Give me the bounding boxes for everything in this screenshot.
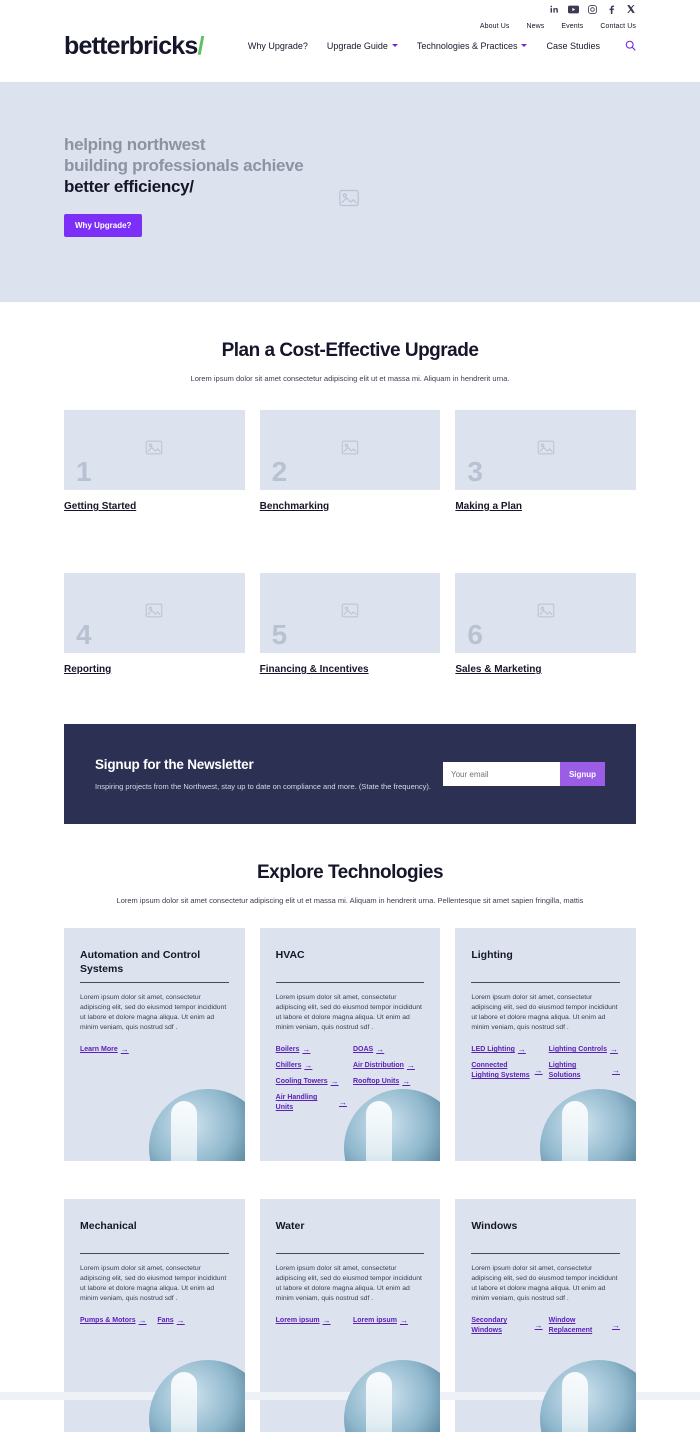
tech-card-title: Windows bbox=[471, 1220, 518, 1232]
linkedin-icon[interactable] bbox=[549, 4, 560, 15]
tech-link-lorem-ipsum-1[interactable] bbox=[276, 1316, 347, 1326]
plan-card-number: 5 bbox=[271, 619, 288, 650]
header-right bbox=[248, 18, 636, 51]
arrow-right-icon: → bbox=[302, 1045, 311, 1054]
tech-card-links bbox=[471, 1316, 620, 1336]
tech-card-copy: Lorem ipsum dolor sit amet, consectetur adipiscing elit, sed do eiusmod tempor incididunt ut labore et dolore magna aliqua. Ut enim ad minim veniam, quis nostrud sdf . bbox=[80, 994, 227, 1031]
newsletter-copy: Inspiring projects from the Northwest, stay up to date on compliance and more. (State the frequency). bbox=[95, 781, 432, 791]
nav-label: Technologies & Practices bbox=[416, 40, 518, 51]
plan-card-1[interactable] bbox=[64, 410, 245, 512]
divider bbox=[276, 982, 425, 983]
technologies-section bbox=[0, 824, 700, 1432]
plan-card-grid-row-1 bbox=[64, 410, 636, 512]
tech-card-title: Mechanical bbox=[80, 1220, 137, 1232]
tech-link-label: Air Handling Units bbox=[275, 1094, 318, 1111]
newsletter-title: Signup for the Newsletter bbox=[95, 756, 254, 772]
tech-link-secondary-windows[interactable] bbox=[471, 1316, 542, 1336]
tech-link-label: Rooftop Units bbox=[352, 1078, 400, 1085]
divider bbox=[471, 982, 620, 983]
plan-card-link-getting-started[interactable]: Getting Started bbox=[64, 501, 137, 512]
arrow-right-icon: → bbox=[609, 1045, 618, 1054]
plan-section-title: Plan a Cost-Effective Upgrade bbox=[221, 340, 479, 361]
nav-item-technologies-practices[interactable] bbox=[417, 41, 528, 51]
newsletter-signup bbox=[64, 724, 636, 824]
arrow-right-icon: → bbox=[120, 1045, 129, 1054]
image-placeholder-icon bbox=[337, 187, 361, 209]
grid-spacer bbox=[64, 1161, 636, 1176]
arrow-right-icon: → bbox=[330, 1077, 339, 1086]
tech-link-cooling-towers[interactable] bbox=[276, 1077, 347, 1087]
tech-card-title: Lighting bbox=[471, 949, 513, 961]
tech-link-chillers[interactable] bbox=[276, 1061, 347, 1071]
nav-label: Why Upgrade? bbox=[247, 40, 308, 51]
tech-card-copy: Lorem ipsum dolor sit amet, consectetur adipiscing elit, sed do eiusmod tempor incididunt ut labore et dolore magna aliqua. Ut enim ad minim veniam, quis nostrud sdf . bbox=[471, 994, 618, 1031]
nav-label: Case Studies bbox=[546, 40, 600, 51]
plan-card-thumb bbox=[260, 410, 441, 490]
nav-item-upgrade-guide[interactable] bbox=[327, 41, 398, 51]
tech-link-air-distribution[interactable] bbox=[353, 1061, 424, 1071]
image-placeholder-icon bbox=[146, 603, 163, 623]
tech-link-label: DOAS bbox=[352, 1046, 374, 1053]
arrow-right-icon: → bbox=[138, 1316, 147, 1325]
plan-card-6[interactable] bbox=[455, 573, 636, 675]
decorative-image bbox=[540, 1360, 636, 1432]
tech-card-title: HVAC bbox=[275, 949, 305, 961]
tech-card-title: Water bbox=[275, 1220, 305, 1232]
tech-card-lighting bbox=[455, 928, 636, 1161]
tech-card-links bbox=[80, 1316, 229, 1326]
tech-link-pumps-motors[interactable] bbox=[80, 1316, 151, 1326]
tech-link-label: Secondary Windows bbox=[471, 1317, 508, 1334]
utility-nav bbox=[480, 23, 636, 30]
plan-card-thumb bbox=[64, 573, 245, 653]
util-nav-contact-us[interactable]: Contact Us bbox=[600, 23, 636, 30]
youtube-icon[interactable] bbox=[568, 4, 579, 15]
tech-link-connected-lighting-systems[interactable] bbox=[471, 1061, 542, 1081]
tech-link-label: Pumps & Motors bbox=[80, 1317, 136, 1324]
email-field[interactable] bbox=[443, 762, 560, 786]
arrow-right-icon: → bbox=[517, 1045, 526, 1054]
plan-card-link-benchmarking[interactable]: Benchmarking bbox=[259, 501, 330, 512]
tech-card-copy: Lorem ipsum dolor sit amet, consectetur adipiscing elit, sed do eiusmod tempor incididunt ut labore et dolore magna aliqua. Ut enim ad minim veniam, quis nostrud sdf . bbox=[471, 1265, 618, 1302]
plan-card-thumb bbox=[64, 410, 245, 490]
plan-card-4[interactable] bbox=[64, 573, 245, 675]
image-placeholder-icon bbox=[341, 440, 358, 460]
plan-card-grid-row-2 bbox=[64, 573, 636, 675]
newsletter-text bbox=[95, 757, 443, 792]
tech-link-label: Lorem ipsum bbox=[352, 1317, 397, 1324]
plan-card-number: 6 bbox=[467, 619, 483, 650]
tech-link-rooftop-units[interactable] bbox=[353, 1077, 424, 1087]
newsletter-signup-button[interactable]: Signup bbox=[560, 762, 605, 786]
tech-card-copy: Lorem ipsum dolor sit amet, consectetur adipiscing elit, sed do eiusmod tempor incididunt ut labore et dolore magna aliqua. Ut enim ad minim veniam, quis nostrud sdf . bbox=[80, 1265, 227, 1302]
x-icon[interactable] bbox=[625, 4, 636, 15]
util-nav-about-us[interactable]: About Us bbox=[479, 23, 510, 30]
tech-link-air-handling-units[interactable] bbox=[276, 1093, 347, 1113]
logo-text: betterbricks bbox=[64, 32, 198, 60]
technologies-grid-row-1 bbox=[64, 928, 636, 1161]
arrow-right-icon: → bbox=[304, 1061, 313, 1070]
hero-line-2: building professionals achieve bbox=[64, 156, 304, 175]
grid-spacer bbox=[64, 512, 636, 546]
decorative-image bbox=[540, 1089, 636, 1161]
tech-link-label: Connected Lighting Systems bbox=[471, 1062, 530, 1079]
tech-link-fans[interactable] bbox=[157, 1316, 228, 1326]
hero-text bbox=[64, 82, 636, 237]
tech-link-label: Lorem ipsum bbox=[275, 1317, 320, 1324]
facebook-icon[interactable] bbox=[606, 4, 617, 15]
plan-section-subtitle: Lorem ipsum dolor sit amet consectetur adipiscing elit ut et massa mi. Aliquam in hendrerit urna. bbox=[190, 374, 510, 383]
tech-link-lighting-controls[interactable] bbox=[549, 1045, 620, 1055]
hero-line-3: better efficiency/ bbox=[64, 177, 194, 196]
decorative-image bbox=[344, 1360, 440, 1432]
image-placeholder-icon bbox=[146, 440, 163, 460]
tech-card-copy: Lorem ipsum dolor sit amet, consectetur adipiscing elit, sed do eiusmod tempor incididunt ut labore et dolore magna aliqua. Ut enim ad minim veniam, quis nostrud sdf . bbox=[275, 994, 422, 1031]
tech-link-lighting-solutions[interactable] bbox=[549, 1061, 620, 1081]
arrow-right-icon: → bbox=[534, 1066, 543, 1075]
plan-card-thumb bbox=[455, 573, 636, 653]
tech-link-doas[interactable] bbox=[353, 1045, 424, 1055]
plan-section bbox=[0, 302, 700, 675]
instagram-icon[interactable] bbox=[587, 4, 598, 15]
tech-link-label: Lighting Solutions bbox=[548, 1062, 581, 1079]
divider bbox=[471, 1253, 620, 1254]
plan-card-link-making-a-plan[interactable]: Making a Plan bbox=[455, 501, 523, 512]
divider bbox=[80, 982, 229, 983]
plan-card-link-financing-incentives[interactable]: Financing & Incentives bbox=[259, 664, 369, 675]
logo-slash: / bbox=[197, 32, 204, 60]
arrow-right-icon: → bbox=[402, 1077, 411, 1086]
tech-link-lorem-ipsum-2[interactable] bbox=[353, 1316, 424, 1326]
decorative-image bbox=[149, 1089, 245, 1161]
decorative-image bbox=[149, 1360, 245, 1432]
site-logo[interactable] bbox=[64, 32, 204, 61]
tech-link-label: Fans bbox=[157, 1317, 174, 1324]
nav-label: Upgrade Guide bbox=[326, 40, 388, 51]
social-bar bbox=[0, 0, 700, 18]
util-nav-events[interactable]: Events bbox=[561, 23, 584, 30]
arrow-right-icon: → bbox=[176, 1316, 185, 1325]
main-nav bbox=[248, 40, 636, 51]
tech-link-label: Cooling Towers bbox=[275, 1078, 328, 1085]
search-icon[interactable] bbox=[625, 40, 636, 51]
divider bbox=[276, 1253, 425, 1254]
arrow-right-icon: → bbox=[612, 1321, 620, 1330]
tech-card-title: Automation and Control Systems bbox=[80, 949, 201, 975]
plan-card-link-sales-marketing[interactable]: Sales & Marketing bbox=[455, 664, 542, 675]
tech-link-boilers[interactable] bbox=[276, 1045, 347, 1055]
arrow-right-icon: → bbox=[406, 1061, 415, 1070]
tech-link-label: Air Distribution bbox=[352, 1062, 404, 1069]
plan-card-thumb bbox=[455, 410, 636, 490]
plan-card-number: 1 bbox=[76, 456, 92, 487]
tech-link-label: Learn More bbox=[80, 1046, 118, 1053]
plan-card-link-reporting[interactable]: Reporting bbox=[64, 664, 112, 675]
arrow-right-icon: → bbox=[338, 1098, 347, 1107]
tech-card-links bbox=[80, 1045, 229, 1055]
arrow-right-icon: → bbox=[399, 1316, 408, 1325]
plan-card-3[interactable] bbox=[455, 410, 636, 512]
technologies-section-title: Explore Technologies bbox=[256, 862, 444, 883]
tech-link-label: Chillers bbox=[275, 1062, 302, 1069]
arrow-right-icon: → bbox=[376, 1045, 385, 1054]
plan-card-number: 4 bbox=[76, 619, 92, 650]
plan-card-number: 3 bbox=[467, 456, 483, 487]
plan-card-thumb bbox=[260, 573, 441, 653]
util-nav-news[interactable]: News bbox=[526, 23, 545, 30]
arrow-right-icon: → bbox=[534, 1321, 543, 1330]
tech-card-links bbox=[471, 1045, 620, 1081]
tech-link-led-lighting[interactable] bbox=[471, 1045, 542, 1055]
tech-card-automation-and-control-systems bbox=[64, 928, 245, 1161]
tech-link-learn-more[interactable] bbox=[80, 1045, 129, 1055]
divider bbox=[80, 1253, 229, 1254]
tech-link-label: Lighting Controls bbox=[548, 1046, 607, 1053]
hero-banner bbox=[0, 82, 700, 302]
tech-card-copy: Lorem ipsum dolor sit amet, consectetur adipiscing elit, sed do eiusmod tempor incididunt ut labore et dolore magna aliqua. Ut enim ad minim veniam, quis nostrud sdf . bbox=[275, 1265, 422, 1302]
technologies-section-subtitle: Lorem ipsum dolor sit amet consectetur adipiscing elit ut et massa mi. Aliquam in hendrerit urna. Pellentesque sit amet sapien fringilla, mattis bbox=[116, 896, 584, 905]
hero-line-1: helping northwest bbox=[64, 135, 206, 154]
tech-card-hvac bbox=[260, 928, 441, 1161]
tech-link-label: LED Lighting bbox=[471, 1046, 515, 1053]
arrow-right-icon: → bbox=[612, 1066, 620, 1075]
newsletter-form bbox=[443, 762, 605, 786]
tech-card-links bbox=[276, 1316, 425, 1326]
chevron-down-icon bbox=[392, 44, 398, 47]
site-header bbox=[0, 18, 700, 82]
tech-link-window-replacement[interactable] bbox=[549, 1316, 620, 1336]
hero-cta-button[interactable]: Why Upgrade? bbox=[64, 214, 142, 237]
tech-link-label: Boilers bbox=[275, 1046, 300, 1053]
arrow-right-icon: → bbox=[322, 1316, 331, 1325]
image-placeholder-icon bbox=[341, 603, 358, 623]
tech-card-links bbox=[276, 1045, 425, 1113]
plan-card-number: 2 bbox=[271, 456, 288, 487]
nav-item-case-studies[interactable] bbox=[546, 41, 600, 51]
plan-card-2[interactable] bbox=[260, 410, 441, 512]
image-placeholder-icon bbox=[537, 440, 554, 460]
image-placeholder-icon bbox=[537, 603, 554, 623]
nav-item-why-upgrade[interactable] bbox=[248, 41, 308, 51]
tech-link-label: Window Replacement bbox=[548, 1317, 593, 1334]
plan-card-5[interactable] bbox=[260, 573, 441, 675]
chevron-down-icon bbox=[521, 44, 527, 47]
